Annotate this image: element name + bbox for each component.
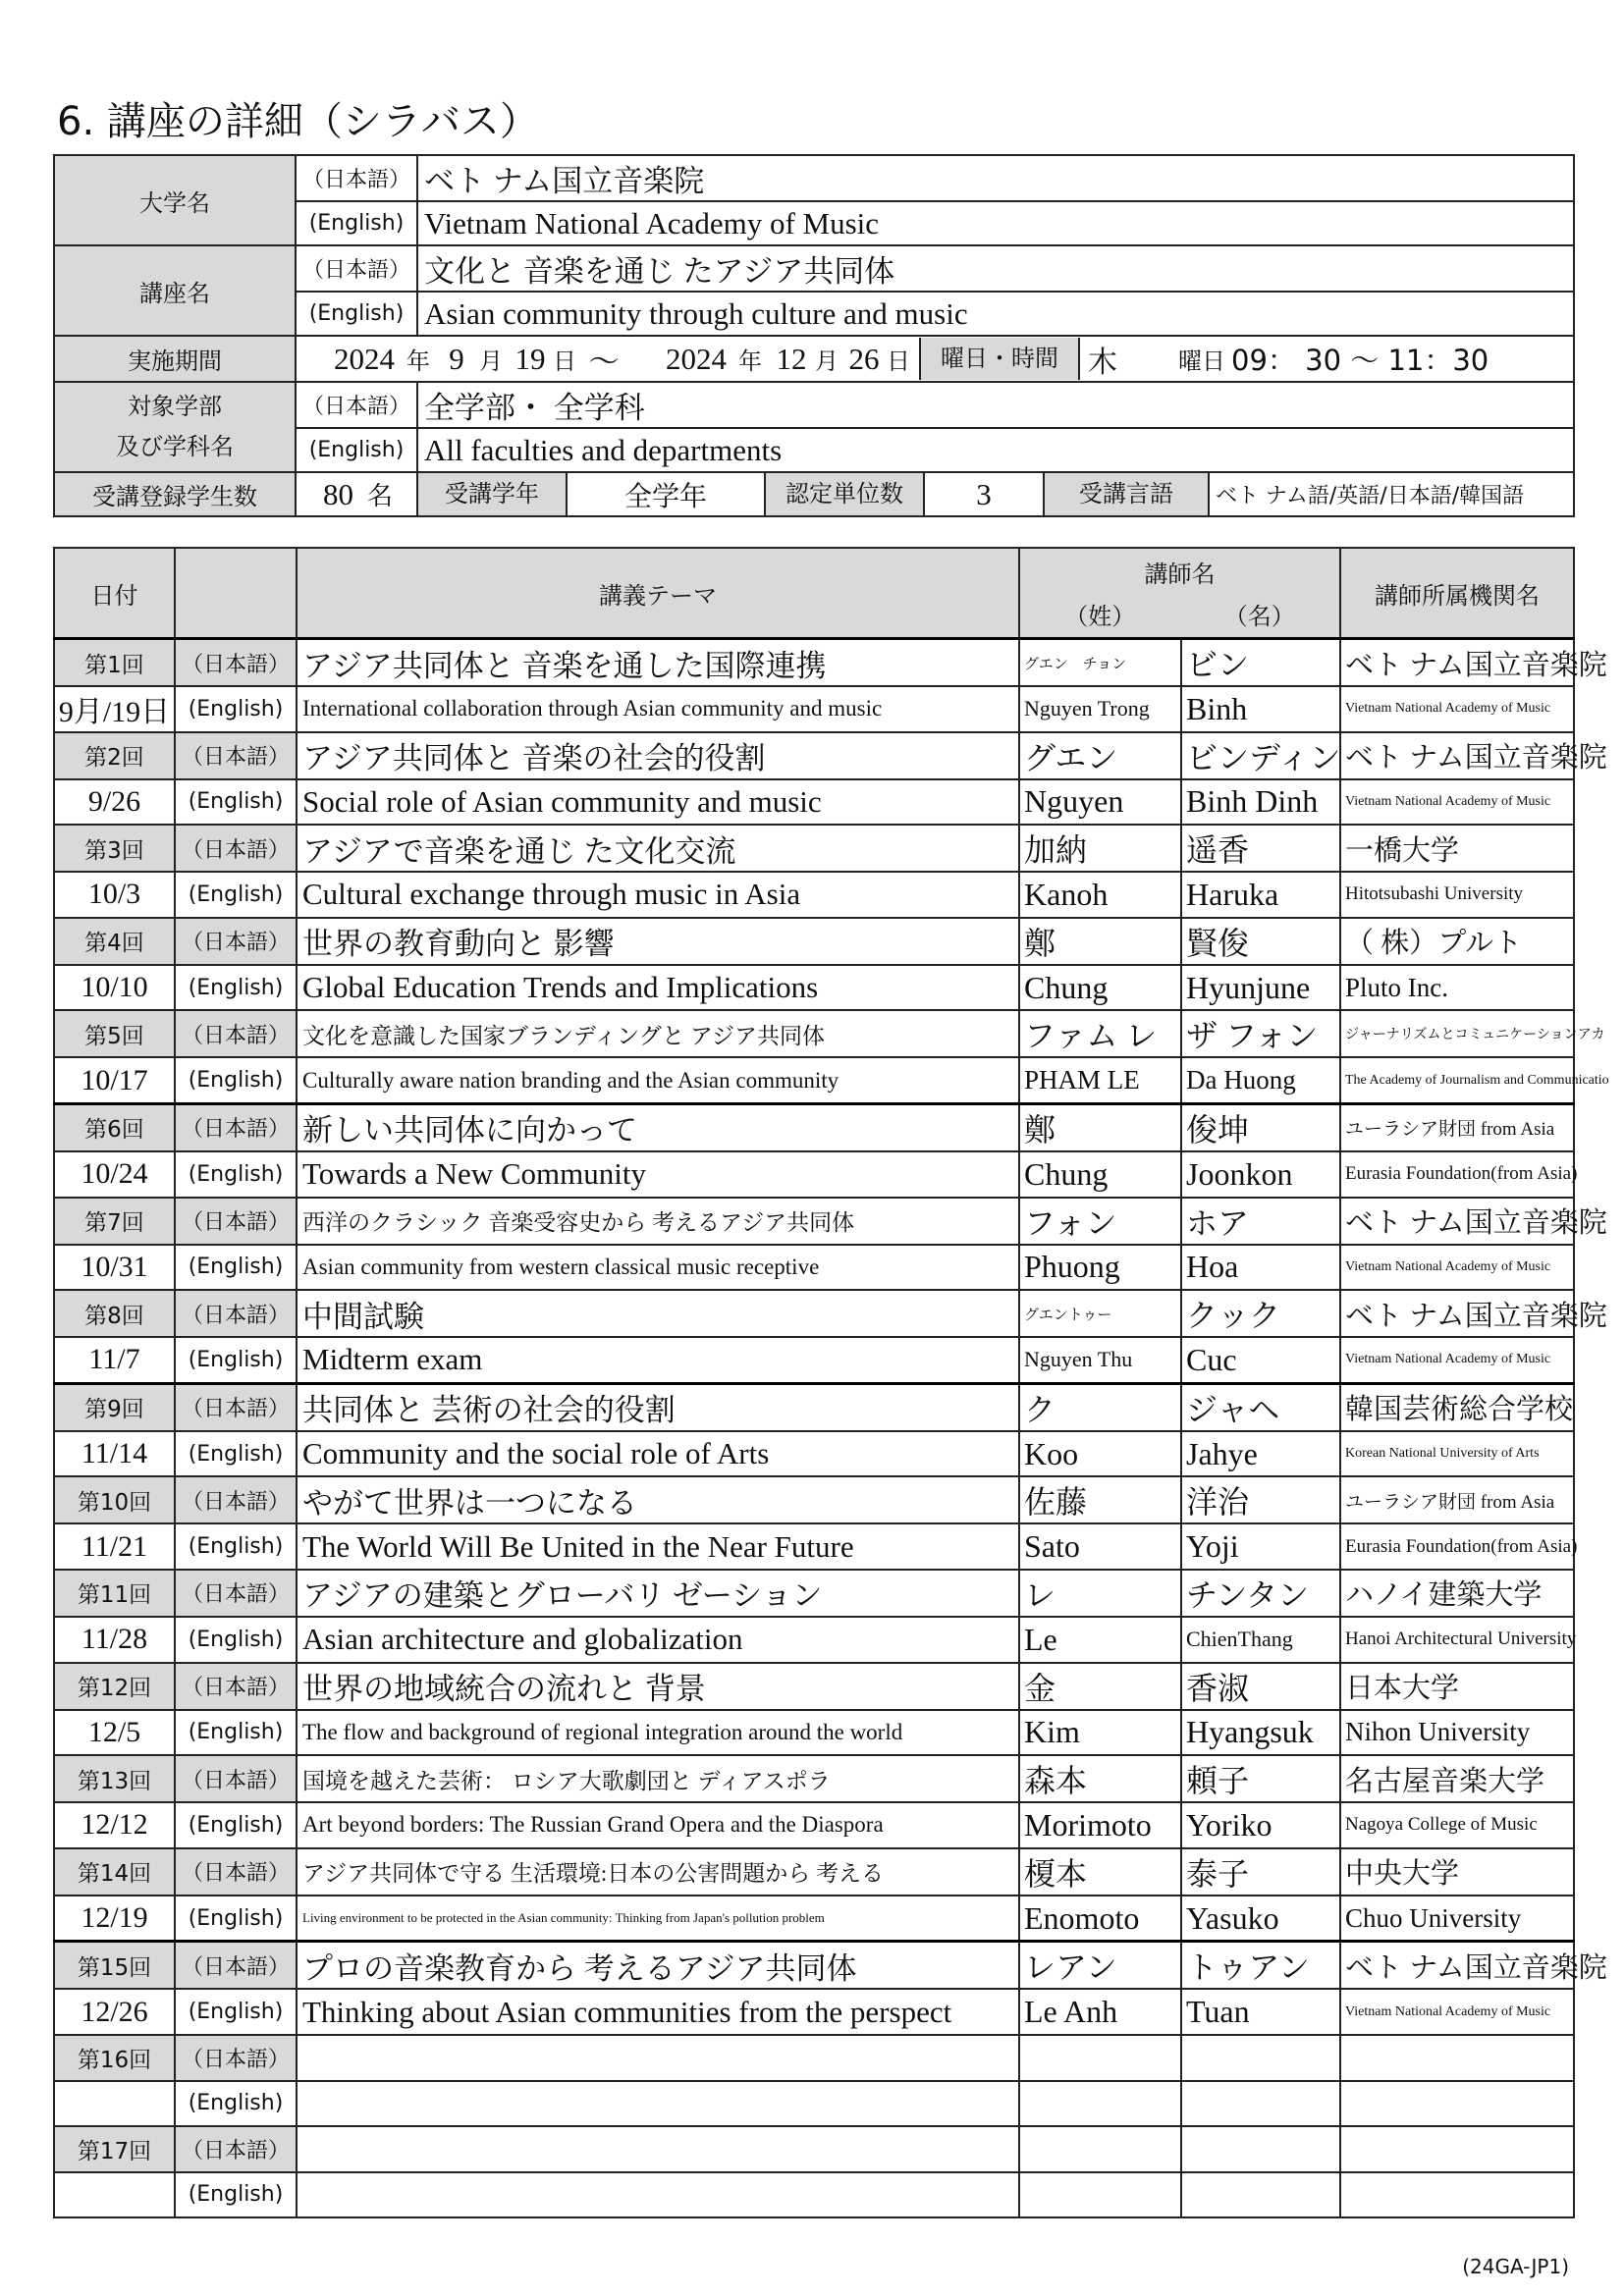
lecture-theme-jp: 世界の地域統合の流れと 背景 bbox=[297, 1663, 1019, 1710]
lang-tag-en: (English) bbox=[175, 1617, 297, 1663]
institution-en bbox=[1340, 2081, 1574, 2127]
lecture-theme-jp: 中間試験 bbox=[297, 1290, 1019, 1337]
lecture-date: 10/24 bbox=[54, 1151, 175, 1198]
lecture-theme-en: Global Education Trends and Implications bbox=[297, 965, 1019, 1011]
lang-tag-en: (English) bbox=[175, 1337, 297, 1383]
lecturer-last-name-en: Koo bbox=[1019, 1431, 1181, 1477]
lecture-theme-en: Towards a New Community bbox=[297, 1151, 1019, 1198]
lang-tag-en: (English) bbox=[175, 1151, 297, 1198]
lecture-date: 11/7 bbox=[54, 1337, 175, 1383]
lecture-theme-en: Living environment to be protected in the Asian community: Thinking from Japan's pollution problem bbox=[297, 1896, 1019, 1942]
lang-tag-en: (English) bbox=[175, 872, 297, 918]
lecture-theme-en: Thinking about Asian communities from the perspect bbox=[297, 1989, 1019, 2035]
lecturer-last-name-en bbox=[1019, 2172, 1181, 2218]
lecturer-last-name-jp: ク bbox=[1019, 1383, 1181, 1431]
lecture-theme-jp bbox=[297, 2035, 1019, 2081]
lecturer-first-name-en: Cuc bbox=[1181, 1337, 1340, 1383]
period-row bbox=[296, 336, 1574, 382]
lecturer-first-name-jp: 香淑 bbox=[1181, 1663, 1340, 1710]
lecture-theme-jp: 文化を意識した国家ブランディングと アジア共同体 bbox=[297, 1010, 1019, 1057]
institution-en: Vietnam National Academy of Music bbox=[1340, 1337, 1574, 1383]
lecture-number: 第14回 bbox=[54, 1848, 175, 1896]
grade-value: 全学年 bbox=[623, 479, 707, 512]
lang-tag-jp: （日本語） bbox=[175, 732, 297, 779]
lang-tag-en: (English) bbox=[175, 1431, 297, 1477]
start-month: 9 bbox=[449, 341, 464, 376]
lecture-date: 12/26 bbox=[54, 1989, 175, 2035]
year-char: 年 bbox=[738, 347, 762, 375]
lecturer-first-name-jp: ビンディン bbox=[1181, 732, 1340, 779]
end-year: 2024 bbox=[666, 341, 727, 376]
lecturer-last-name-en: Nguyen Thu bbox=[1019, 1337, 1181, 1383]
lang-tag-jp: （日本語） bbox=[175, 918, 297, 965]
faculty-en: All faculties and departments bbox=[417, 428, 1574, 472]
faculty-jp: 全学部・ 全学科 bbox=[417, 382, 1574, 428]
lecturer-first-name-jp: 泰子 bbox=[1181, 1848, 1340, 1896]
header-institution: 講師所属機関名 bbox=[1340, 548, 1574, 639]
lecturer-first-name-en bbox=[1181, 2172, 1340, 2218]
course-info-table bbox=[53, 154, 1575, 517]
institution-jp: 韓国芸術総合学校 bbox=[1340, 1383, 1574, 1431]
lecture-theme-jp: やがて世界は一つになる bbox=[297, 1476, 1019, 1523]
lecturer-first-name-jp: 遥香 bbox=[1181, 825, 1340, 872]
header-first-name: （名） bbox=[1223, 603, 1295, 630]
lecture-theme-jp: 世界の教育動向と 影響 bbox=[297, 918, 1019, 965]
lecture-theme-jp bbox=[297, 2126, 1019, 2172]
lecture-theme-en: Social role of Asian community and music bbox=[297, 779, 1019, 826]
end-day: 26 bbox=[848, 341, 880, 376]
lang-tag-jp: （日本語） bbox=[175, 1383, 297, 1431]
lang-tag-en: (English) bbox=[175, 1245, 297, 1291]
lecture-date: 12/19 bbox=[54, 1896, 175, 1942]
day-char: 日 bbox=[553, 347, 576, 375]
dow-char: 曜日 bbox=[1178, 347, 1225, 375]
lecturer-first-name-jp: ザ フォン bbox=[1181, 1010, 1340, 1057]
lang-tag-jp: （日本語） bbox=[296, 245, 417, 292]
lang-tag-en: (English) bbox=[175, 1802, 297, 1848]
institution-jp: ユーラシア財団 from Asia bbox=[1340, 1103, 1574, 1151]
lang-tag-en: (English) bbox=[296, 292, 417, 336]
lecture-date: 10/17 bbox=[54, 1057, 175, 1103]
lecture-number: 第5回 bbox=[54, 1010, 175, 1057]
course-name-en: Asian community through culture and music bbox=[417, 292, 1574, 336]
lecture-date: 12/5 bbox=[54, 1710, 175, 1756]
lecturer-last-name-en: Kanoh bbox=[1019, 872, 1181, 918]
lecture-date: 11/28 bbox=[54, 1617, 175, 1663]
lecturer-first-name-en: Yoriko bbox=[1181, 1802, 1340, 1848]
lecture-number: 第1回 bbox=[54, 639, 175, 687]
lang-tag-jp: （日本語） bbox=[175, 1103, 297, 1151]
lang-tag-en: (English) bbox=[296, 201, 417, 245]
lecturer-last-name-en: Nguyen bbox=[1019, 779, 1181, 826]
institution-jp: ジャーナリズムとコミュニケーションアカ bbox=[1340, 1010, 1574, 1057]
lecturer-last-name-jp: 加納 bbox=[1019, 825, 1181, 872]
institution-en: Hanoi Architectural University bbox=[1340, 1617, 1574, 1663]
lecturer-first-name-jp: 洋治 bbox=[1181, 1476, 1340, 1523]
language-label: 受講言語 bbox=[1043, 473, 1210, 515]
faculty-label-line2: 及び学科名 bbox=[116, 433, 234, 460]
lang-tag-jp: （日本語） bbox=[175, 1290, 297, 1337]
lang-tag-jp: （日本語） bbox=[175, 2126, 297, 2172]
lang-tag-en: (English) bbox=[175, 2081, 297, 2127]
lang-tag-jp: （日本語） bbox=[175, 1570, 297, 1617]
lecture-date: 9月/19日 bbox=[54, 686, 175, 732]
lecturer-last-name-en: Nguyen Trong bbox=[1019, 686, 1181, 732]
lecturer-last-name-en: Morimoto bbox=[1019, 1802, 1181, 1848]
lecture-theme-jp: アジア共同体と 音楽の社会的役割 bbox=[297, 732, 1019, 779]
lecturer-first-name-en bbox=[1181, 2081, 1340, 2127]
university-name-en: Vietnam National Academy of Music bbox=[417, 201, 1574, 245]
lecture-date: 12/12 bbox=[54, 1802, 175, 1848]
lecturer-last-name-en: Phuong bbox=[1019, 1245, 1181, 1291]
lang-tag-jp: （日本語） bbox=[175, 1942, 297, 1990]
lecturer-first-name-jp bbox=[1181, 2035, 1340, 2081]
credits-value: 3 bbox=[976, 476, 992, 511]
lecture-date bbox=[54, 2081, 175, 2127]
lecture-theme-en: Art beyond borders: The Russian Grand Opera and the Diaspora bbox=[297, 1802, 1019, 1848]
dow-label: 曜日・時間 bbox=[919, 338, 1080, 380]
lecturer-first-name-en: Binh bbox=[1181, 686, 1340, 732]
institution-jp: 中央大学 bbox=[1340, 1848, 1574, 1896]
lang-tag-en: (English) bbox=[175, 1896, 297, 1942]
institution-jp: ベト ナム国立音楽院 bbox=[1340, 1290, 1574, 1337]
lecturer-first-name-jp: 俊坤 bbox=[1181, 1103, 1340, 1151]
lecture-date: 10/31 bbox=[54, 1245, 175, 1291]
lecture-theme-jp: 西洋のクラシック 音楽受容史から 考えるアジア共同体 bbox=[297, 1198, 1019, 1245]
lecture-date: 11/21 bbox=[54, 1523, 175, 1570]
lecture-number: 第8回 bbox=[54, 1290, 175, 1337]
lecture-theme-en: The flow and background of regional integration around the world bbox=[297, 1710, 1019, 1756]
institution-en: Nihon University bbox=[1340, 1710, 1574, 1756]
schedule bbox=[297, 337, 1573, 381]
lecturer-first-name-jp: 頼子 bbox=[1181, 1755, 1340, 1802]
lecturer-last-name-en: Kim bbox=[1019, 1710, 1181, 1756]
lecturer-last-name-jp: レ bbox=[1019, 1570, 1181, 1617]
grade-label: 受講学年 bbox=[416, 473, 568, 515]
lecture-theme-en: Midterm exam bbox=[297, 1337, 1019, 1383]
institution-jp: 一橋大学 bbox=[1340, 825, 1574, 872]
lecture-number: 第9回 bbox=[54, 1383, 175, 1431]
institution-jp: ユーラシア財団 from Asia bbox=[1340, 1476, 1574, 1523]
lecturer-last-name-jp: 榎本 bbox=[1019, 1848, 1181, 1896]
lecturer-last-name-jp: 鄭 bbox=[1019, 1103, 1181, 1151]
lang-tag-en: (English) bbox=[175, 1057, 297, 1103]
course-name-jp: 文化と 音楽を通じ たアジア共同体 bbox=[417, 245, 1574, 292]
lang-tag-en: (English) bbox=[175, 1710, 297, 1756]
lecture-number: 第10回 bbox=[54, 1476, 175, 1523]
institution-jp: ベト ナム国立音楽院 bbox=[1340, 732, 1574, 779]
lecture-number: 第12回 bbox=[54, 1663, 175, 1710]
lecturer-last-name-en: PHAM LE bbox=[1019, 1057, 1181, 1103]
lecture-date: 10/3 bbox=[54, 872, 175, 918]
lecturer-first-name-en: Tuan bbox=[1181, 1989, 1340, 2035]
lecture-theme-jp: アジアで音楽を通じ た文化交流 bbox=[297, 825, 1019, 872]
institution-jp: 名古屋音楽大学 bbox=[1340, 1755, 1574, 1802]
lecture-theme-en: The World Will Be United in the Near Future bbox=[297, 1523, 1019, 1570]
lecture-number: 第11回 bbox=[54, 1570, 175, 1617]
lecturer-last-name-jp: 佐藤 bbox=[1019, 1476, 1181, 1523]
lecture-theme-en: Culturally aware nation branding and the Asian community bbox=[297, 1057, 1019, 1103]
lecturer-first-name-en: Hoa bbox=[1181, 1245, 1340, 1291]
lecture-theme-en: Asian architecture and globalization bbox=[297, 1617, 1019, 1663]
institution-en: Korean National University of Arts bbox=[1340, 1431, 1574, 1477]
lecture-number: 第17回 bbox=[54, 2126, 175, 2172]
header-date: 日付 bbox=[54, 548, 175, 639]
lecture-date: 11/14 bbox=[54, 1431, 175, 1477]
enroll-unit: 名 bbox=[366, 482, 393, 511]
lecture-schedule-table bbox=[53, 547, 1609, 2218]
header-blank bbox=[175, 548, 297, 639]
lecturer-first-name-en: Da Huong bbox=[1181, 1057, 1340, 1103]
lecturer-first-name-en: Jahye bbox=[1181, 1431, 1340, 1477]
lecturer-last-name-en: Le bbox=[1019, 1617, 1181, 1663]
lecturer-first-name-jp: チンタン bbox=[1181, 1570, 1340, 1617]
start-day: 19 bbox=[514, 341, 546, 376]
period-label: 実施期間 bbox=[54, 336, 296, 382]
lang-tag-jp: （日本語） bbox=[175, 2035, 297, 2081]
lecturer-last-name-jp: ファム レ bbox=[1019, 1010, 1181, 1057]
lecturer-first-name-en: Yasuko bbox=[1181, 1896, 1340, 1942]
institution-jp: ベト ナム国立音楽院 bbox=[1340, 639, 1574, 687]
lecturer-first-name-en: ChienThang bbox=[1181, 1617, 1340, 1663]
enroll-label: 受講登録学生数 bbox=[54, 472, 296, 516]
lecturer-last-name-jp: グエントゥー bbox=[1019, 1290, 1181, 1337]
lecture-theme-en: Asian community from western classical music receptive bbox=[297, 1245, 1019, 1291]
lecture-theme-jp: プロの音楽教育から 考えるアジア共同体 bbox=[297, 1942, 1019, 1990]
lecturer-first-name-jp: ホア bbox=[1181, 1198, 1340, 1245]
institution-en: Eurasia Foundation(from Asia) bbox=[1340, 1523, 1574, 1570]
lang-tag-jp: （日本語） bbox=[175, 1848, 297, 1896]
class-time: 09： 30 ～ 11：30 bbox=[1231, 344, 1489, 377]
header-last-name: （姓） bbox=[1064, 603, 1136, 630]
lecture-number: 第15回 bbox=[54, 1942, 175, 1990]
lecturer-first-name-jp: 賢俊 bbox=[1181, 918, 1340, 965]
lecturer-first-name-jp: トゥアン bbox=[1181, 1942, 1340, 1990]
university-label: 大学名 bbox=[54, 155, 296, 245]
lecturer-first-name-en: Yoji bbox=[1181, 1523, 1340, 1570]
lecture-number: 第16回 bbox=[54, 2035, 175, 2081]
institution-jp: ハノイ建築大学 bbox=[1340, 1570, 1574, 1617]
day-char: 日 bbox=[887, 347, 910, 375]
lang-tag-en: (English) bbox=[175, 1523, 297, 1570]
lecture-theme-en: Community and the social role of Arts bbox=[297, 1431, 1019, 1477]
lecturer-last-name-jp: フォン bbox=[1019, 1198, 1181, 1245]
lecture-theme-en: International collaboration through Asian community and music bbox=[297, 686, 1019, 732]
lang-tag-jp: （日本語） bbox=[175, 825, 297, 872]
lang-tag-en: (English) bbox=[175, 2172, 297, 2218]
lecturer-last-name-en bbox=[1019, 2081, 1181, 2127]
lecture-date: 9/26 bbox=[54, 779, 175, 826]
institution-jp: ベト ナム国立音楽院 bbox=[1340, 1942, 1574, 1990]
lang-tag-jp: （日本語） bbox=[175, 1476, 297, 1523]
institution-jp bbox=[1340, 2126, 1574, 2172]
end-month: 12 bbox=[776, 341, 807, 376]
lecture-theme-jp: アジア共同体で守る 生活環境:日本の公害問題から 考える bbox=[297, 1848, 1019, 1896]
lecturer-first-name-en: Binh Dinh bbox=[1181, 779, 1340, 826]
lecturer-last-name-jp: 鄭 bbox=[1019, 918, 1181, 965]
enroll-value: 80 bbox=[323, 476, 353, 511]
lang-tag-en: (English) bbox=[175, 1989, 297, 2035]
lecturer-last-name-jp: 森本 bbox=[1019, 1755, 1181, 1802]
institution-en: Vietnam National Academy of Music bbox=[1340, 779, 1574, 826]
institution-en: Hitotsubashi University bbox=[1340, 872, 1574, 918]
lang-tag-jp: （日本語） bbox=[175, 1755, 297, 1802]
lecturer-first-name-jp: ビン bbox=[1181, 639, 1340, 687]
lang-tag-en: (English) bbox=[175, 965, 297, 1011]
institution-en: Eurasia Foundation(from Asia) bbox=[1340, 1151, 1574, 1198]
lecture-theme-jp: 共同体と 芸術の社会的役割 bbox=[297, 1383, 1019, 1431]
lecture-theme-jp: 国境を越えた芸術： ロシア大歌劇団と ディアスポラ bbox=[297, 1755, 1019, 1802]
institution-en: Vietnam National Academy of Music bbox=[1340, 686, 1574, 732]
lecture-number: 第4回 bbox=[54, 918, 175, 965]
lecture-theme-en: Cultural exchange through music in Asia bbox=[297, 872, 1019, 918]
credits-label: 認定単位数 bbox=[764, 473, 925, 515]
language-value: ベト ナム語/英語/日本語/韓国語 bbox=[1216, 484, 1525, 508]
lecturer-last-name-jp bbox=[1019, 2126, 1181, 2172]
institution-jp bbox=[1340, 2035, 1574, 2081]
lang-tag-jp: （日本語） bbox=[175, 639, 297, 687]
lecture-theme-jp: 新しい共同体に向かって bbox=[297, 1103, 1019, 1151]
lecture-date: 10/10 bbox=[54, 965, 175, 1011]
header-lecturer bbox=[1019, 548, 1340, 639]
header-lecturer-title: 講師名 bbox=[1144, 561, 1216, 588]
lecturer-first-name-jp: クック bbox=[1181, 1290, 1340, 1337]
lecturer-last-name-jp: グエン チョン bbox=[1019, 639, 1181, 687]
lecturer-first-name-jp bbox=[1181, 2126, 1340, 2172]
university-name-jp: ベト ナム国立音楽院 bbox=[417, 155, 1574, 201]
institution-jp: 日本大学 bbox=[1340, 1663, 1574, 1710]
lang-tag-en: (English) bbox=[296, 428, 417, 472]
lecture-number: 第7回 bbox=[54, 1198, 175, 1245]
lang-tag-jp: （日本語） bbox=[175, 1010, 297, 1057]
lang-tag-jp: （日本語） bbox=[296, 382, 417, 428]
institution-en: Chuo University bbox=[1340, 1896, 1574, 1942]
faculty-label-line1: 対象学部 bbox=[128, 393, 222, 421]
lecturer-last-name-en: Chung bbox=[1019, 1151, 1181, 1198]
institution-en: Vietnam National Academy of Music bbox=[1340, 1989, 1574, 2035]
month-char: 月 bbox=[815, 347, 839, 375]
lecture-theme-jp: アジア共同体と 音楽を通した国際連携 bbox=[297, 639, 1019, 687]
page-title: 6. 講座の詳細（シラバス） bbox=[57, 99, 539, 144]
lecturer-first-name-jp: ジャヘ bbox=[1181, 1383, 1340, 1431]
dow-value: 木 bbox=[1088, 345, 1117, 380]
enroll-row bbox=[296, 472, 1574, 516]
lang-tag-en: (English) bbox=[175, 779, 297, 826]
lang-tag-en: (English) bbox=[175, 686, 297, 732]
year-char: 年 bbox=[406, 347, 430, 375]
lecturer-last-name-jp: レアン bbox=[1019, 1942, 1181, 1990]
lecturer-first-name-en: Joonkon bbox=[1181, 1151, 1340, 1198]
lang-tag-jp: （日本語） bbox=[175, 1663, 297, 1710]
header-theme: 講義テーマ bbox=[297, 548, 1019, 639]
lecture-date bbox=[54, 2172, 175, 2218]
institution-en: Pluto Inc. bbox=[1340, 965, 1574, 1011]
lecturer-last-name-jp: グエン bbox=[1019, 732, 1181, 779]
document-code: (24GA-JP1) bbox=[1462, 2255, 1569, 2278]
institution-en bbox=[1340, 2172, 1574, 2218]
month-char: 月 bbox=[479, 347, 503, 375]
lecturer-last-name-en: Chung bbox=[1019, 965, 1181, 1011]
lecture-number: 第6回 bbox=[54, 1103, 175, 1151]
institution-en: Vietnam National Academy of Music bbox=[1340, 1245, 1574, 1291]
lecture-theme-en bbox=[297, 2081, 1019, 2127]
lecturer-first-name-en: Hyunjune bbox=[1181, 965, 1340, 1011]
lang-tag-jp: （日本語） bbox=[175, 1198, 297, 1245]
start-year: 2024 bbox=[334, 341, 395, 376]
lecturer-last-name-en: Enomoto bbox=[1019, 1896, 1181, 1942]
lecture-number: 第3回 bbox=[54, 825, 175, 872]
course-label: 講座名 bbox=[54, 245, 296, 336]
lecturer-first-name-en: Haruka bbox=[1181, 872, 1340, 918]
lecturer-last-name-jp: 金 bbox=[1019, 1663, 1181, 1710]
institution-jp: （ 株）プルト bbox=[1340, 918, 1574, 965]
institution-en: The Academy of Journalism and Communicatio bbox=[1340, 1057, 1574, 1103]
lecture-theme-jp: アジアの建築とグローバリ ゼーション bbox=[297, 1570, 1019, 1617]
lecture-theme-en bbox=[297, 2172, 1019, 2218]
lecture-number: 第2回 bbox=[54, 732, 175, 779]
institution-jp: ベト ナム国立音楽院 bbox=[1340, 1198, 1574, 1245]
lecturer-first-name-en: Hyangsuk bbox=[1181, 1710, 1340, 1756]
faculty-label bbox=[54, 382, 296, 472]
lecturer-last-name-jp bbox=[1019, 2035, 1181, 2081]
institution-en: Nagoya College of Music bbox=[1340, 1802, 1574, 1848]
lecturer-last-name-en: Sato bbox=[1019, 1523, 1181, 1570]
lecture-number: 第13回 bbox=[54, 1755, 175, 1802]
lecturer-last-name-en: Le Anh bbox=[1019, 1989, 1181, 2035]
lang-tag-jp: （日本語） bbox=[296, 155, 417, 201]
tilde: ～ bbox=[588, 345, 620, 379]
